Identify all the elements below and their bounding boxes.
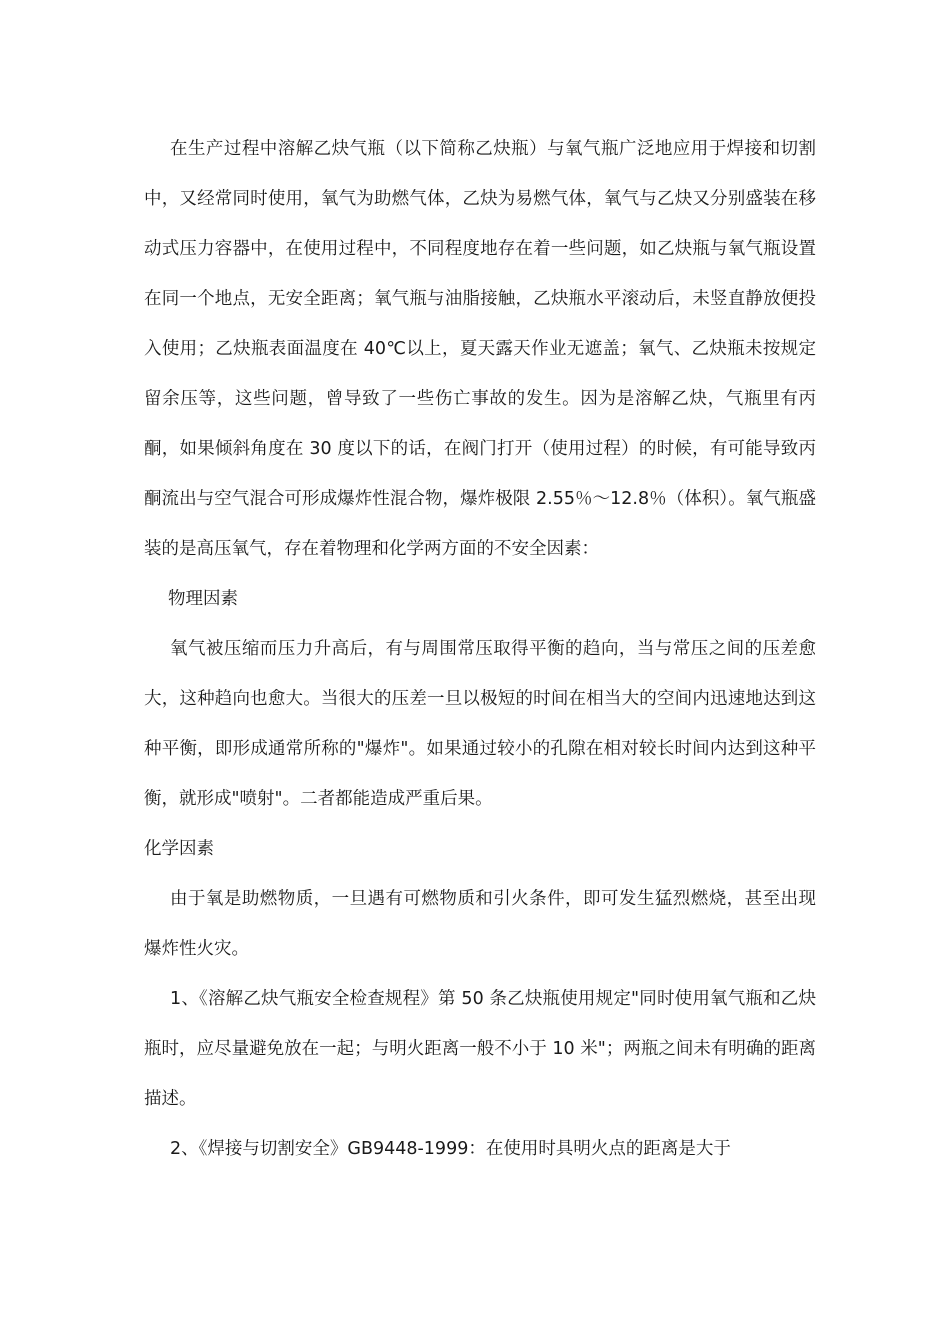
physical-factors-paragraph: 氧气被压缩而压力升高后，有与周围常压取得平衡的趋向，当与常压之间的压差愈大，这种趋向也愈大。当很大的压差一旦以极短的时间在相当大的空间内迅速地达到这种平衡，即形成通常所称的"爆炸"。如果通过较小的孔隙在相对较长时间内达到这种平衡，就形成"喷射"。二者都能造成严重后果。 (144, 639, 816, 809)
intro-paragraph: 在生产过程中溶解乙炔气瓶（以下简称乙炔瓶）与氧气瓶广泛地应用于焊接和切割中，又经常同时使用，氧气为助燃气体，乙炔为易燃气体，氧气与乙炔又分别盛装在移动式压力容器中，在使用过程中，不同程度地存在着一些问题，如乙炔瓶与氧气瓶设置在同一个地点，无安全距离；氧气瓶与油脂接触，乙炔瓶水平滚动后，未竖直静放便投入使用；乙炔瓶表面温度在 40℃以上，夏天露天作业无遮盖；氧气、乙炔瓶未按规定留余压等，这些问题，曾导致了一些伤亡事故的发生。因为是溶解乙炔，气瓶里有丙酮，如果倾斜角度在 30 度以下的话，在阀门打开（使用过程）的时候，有可能导致丙酮流出与空气混合可形成爆炸性混合物，爆炸极限 2.55％～12.8％（体积）。氧气瓶盛装的是高压氧气，存在着物理和化学两方面的不安全因素： (144, 139, 816, 559)
chemical-factors-heading: 化学因素 (144, 839, 214, 859)
physical-factors-heading: 物理因素 (168, 589, 238, 609)
rule-2-paragraph: 2、《焊接与切割安全》GB9448-1999：在使用时具明火点的距离是大于 (170, 1139, 731, 1159)
rule-1-paragraph: 1、《溶解乙炔气瓶安全检查规程》第 50 条乙炔瓶使用规定"同时使用氧气瓶和乙炔瓶时，应尽量避免放在一起；与明火距离一般不小于 10 米"；两瓶之间未有明确的距离描述。 (144, 989, 816, 1109)
document-page (144, 124, 816, 1174)
chemical-factors-paragraph: 由于氧是助燃物质，一旦遇有可燃物质和引火条件，即可发生猛烈燃烧，甚至出现爆炸性火灾。 (144, 889, 816, 959)
